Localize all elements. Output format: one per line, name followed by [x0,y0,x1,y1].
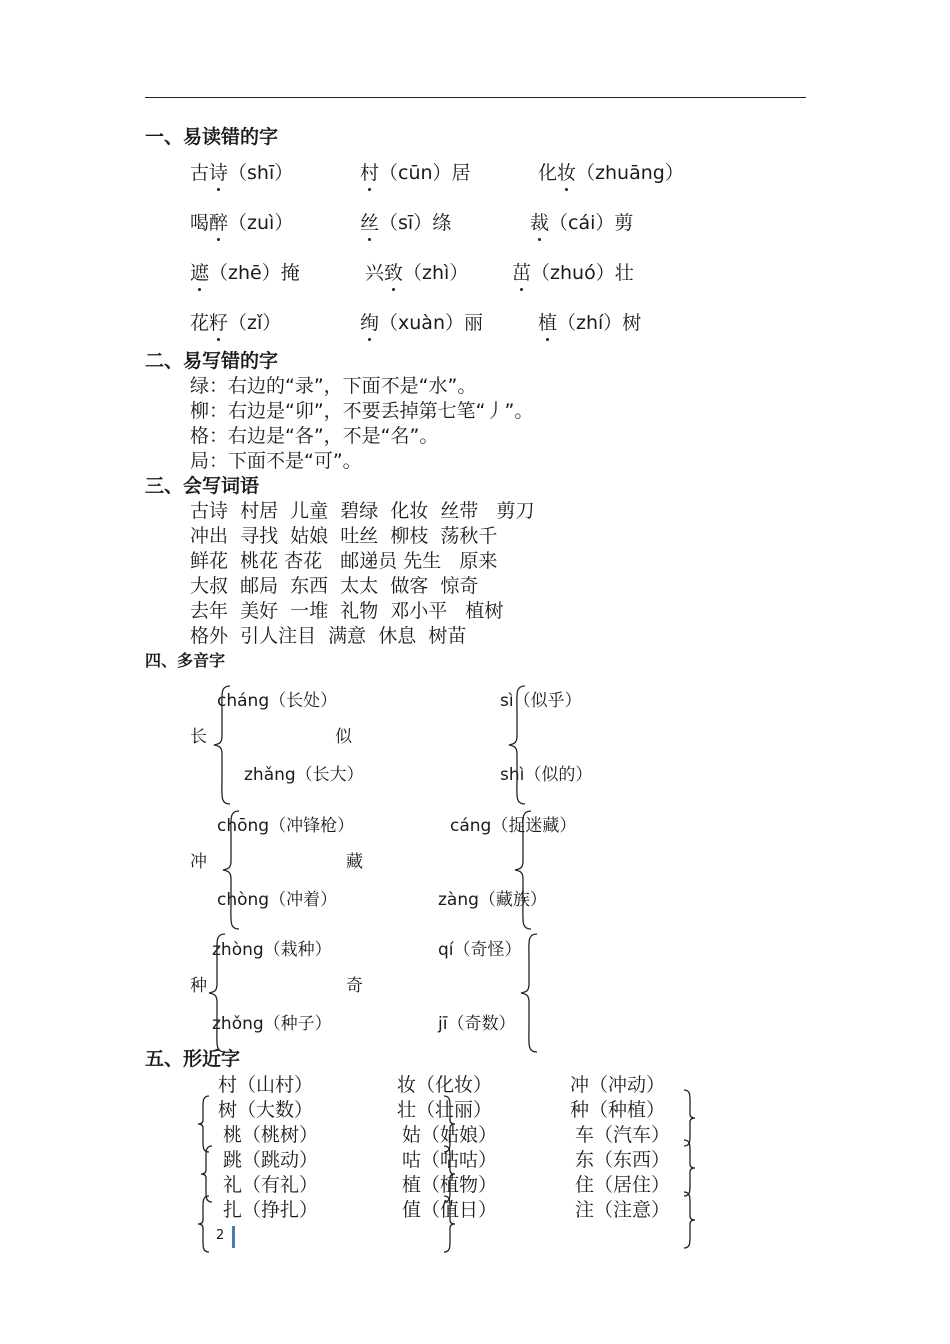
brace-icon [680,1190,698,1250]
item-prefix: 喝 [190,212,210,234]
dotted-char: 绚 [360,308,379,335]
item-reading: （zhì） [403,262,469,284]
brace-icon [680,1138,698,1198]
polyphone-reading: sì（似乎） [500,691,582,711]
polyphone-char: 藏 [346,852,363,872]
similar-char-item: 种（种植） [570,1099,666,1121]
similar-char-item: 住（居住） [575,1174,671,1196]
similar-char-item: 东（东西） [575,1149,671,1171]
polyphone-char: 长 [190,727,207,747]
page-number-bar [232,1226,235,1248]
similar-char-item: 扎（挣扎） [223,1199,319,1221]
item-reading: （cūn）居 [379,162,471,184]
brace-icon [221,809,245,931]
item-reading: （zuì） [228,212,294,234]
similar-char-item: 妆（化妆） [397,1074,493,1096]
similar-char-item: 跳（跳动） [223,1149,319,1171]
brace-icon [519,932,543,1054]
polyphone-char: 奇 [346,976,363,996]
dotted-char: 遮 [190,258,209,285]
hard-read-item [530,208,633,235]
item-prefix: 化 [538,162,558,184]
similar-char-item: 礼（有礼） [223,1174,319,1196]
item-reading: （cái）剪 [549,212,634,234]
section-3-title: 三、会写词语 [145,475,260,497]
hard-read-item [365,258,468,285]
polyphone-reading: zàng（藏族） [438,890,547,910]
hard-read-item [538,308,641,335]
dotted-char: 籽 [209,308,228,335]
polyphone-reading: chōng（冲锋枪） [217,816,355,836]
polyphone-reading: zhǒng（种子） [212,1014,332,1034]
dotted-char: 妆 [557,158,576,185]
item-reading: （zhuó）壮 [531,262,634,284]
polyphone-reading: cháng（长处） [217,691,338,711]
dotted-char: 植 [538,308,557,335]
hard-read-item [360,208,451,235]
item-reading: （xuàn）丽 [379,312,483,334]
similar-char-item: 冲（冲动） [570,1074,666,1096]
dotted-char: 醉 [209,208,228,235]
similar-char-item: 值（值日） [402,1199,498,1221]
s3-line: 古诗 村居 儿童 碧绿 化妆 丝带 剪刀 [190,500,535,522]
similar-char-item: 桃（桃树） [223,1124,319,1146]
hard-read-item [190,258,300,285]
item-reading: （zhuāng） [576,162,684,184]
section-4-title: 四、多音字 [145,651,226,670]
polyphone-reading: shì（似的） [500,765,593,785]
section-5-title: 五、形近字 [145,1048,241,1070]
item-prefix: 兴 [365,262,385,284]
brace-icon [513,809,537,931]
brace-icon [440,1194,458,1254]
section-1-title: 一、易读错的字 [145,126,279,148]
hard-read-item [360,308,483,335]
s2-line: 绿：右边的“录”，下面不是“水”。 [190,375,477,397]
similar-char-item: 植（植物） [402,1174,498,1196]
polyphone-reading: zhòng（栽种） [212,940,332,960]
item-prefix: 花 [190,312,210,334]
item-reading: （shī） [228,162,294,184]
similar-char-item: 姑（姑娘） [402,1124,498,1146]
similar-char-item: 车（汽车） [575,1124,671,1146]
s3-line: 鲜花 桃花 杏花 邮递员 先生 原来 [190,550,498,572]
polyphone-reading: cáng（捉迷藏） [450,816,577,836]
s3-line: 去年 美好 一堆 礼物 邓小平 植树 [190,600,504,622]
s2-line: 柳：右边是“卯”，不要丢掉第七笔“丿”。 [190,400,534,422]
brace-icon [207,932,231,1054]
brace-icon [196,1194,212,1254]
hard-read-item [360,158,471,185]
hard-read-item [190,308,281,335]
polyphone-reading: zhǎng（长大） [244,765,364,785]
hard-read-item [190,158,293,185]
polyphone-char: 似 [335,727,352,747]
page-number: 2 [216,1228,225,1243]
dotted-char: 致 [384,258,403,285]
dotted-char: 诗 [209,158,228,185]
item-reading: （zhí）树 [557,312,642,334]
similar-char-item: 树（大数） [218,1099,314,1121]
item-reading: （zǐ） [228,312,282,334]
s2-line: 格：右边是“各”，不是“名”。 [190,425,439,447]
polyphone-reading: jī（奇数） [438,1014,516,1034]
item-reading: （sī）绦 [379,212,452,234]
polyphone-char: 冲 [190,852,207,872]
similar-char-item: 村（山村） [218,1074,314,1096]
dotted-char: 裁 [530,208,549,235]
polyphone-reading: qí（奇怪） [438,940,522,960]
brace-icon [212,684,236,806]
similar-char-item: 壮（壮丽） [397,1099,493,1121]
hard-read-item [538,158,684,185]
item-reading: （zhē）掩 [209,262,300,284]
header-rule [145,97,806,98]
s3-line: 大叔 邮局 东西 太太 做客 惊奇 [190,575,479,597]
dotted-char: 丝 [360,208,379,235]
similar-char-item: 注（注意） [575,1199,671,1221]
hard-read-item [512,258,634,285]
s3-line: 冲出 寻找 姑娘 吐丝 柳枝 荡秋千 [190,525,498,547]
dotted-char: 茁 [512,258,531,285]
polyphone-char: 种 [190,976,207,996]
item-prefix: 古 [190,162,210,184]
s2-line: 局：下面不是“可”。 [190,450,362,472]
hard-read-item [190,208,293,235]
section-2-title: 二、易写错的字 [145,350,279,372]
polyphone-reading: chòng（冲着） [217,890,338,910]
s3-line: 格外 引人注目 满意 休息 树苗 [190,625,467,647]
dotted-char: 村 [360,158,379,185]
brace-icon [507,684,531,806]
similar-char-item: 咕（咕咕） [402,1149,498,1171]
